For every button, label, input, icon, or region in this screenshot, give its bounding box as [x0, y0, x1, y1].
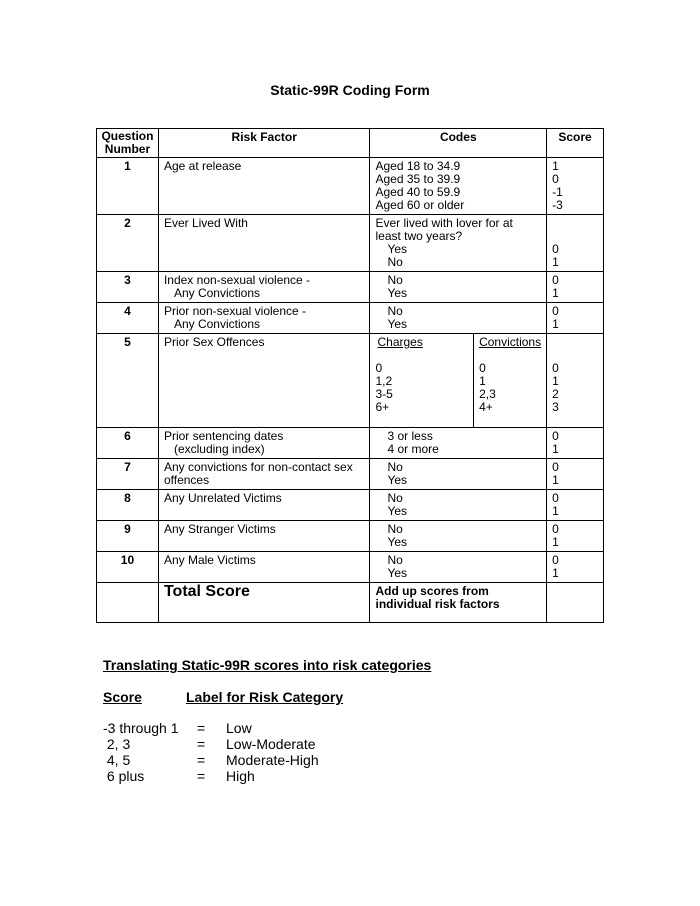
- codes: No Yes: [370, 303, 547, 334]
- codes: Ever lived with lover for at least two years? Yes No: [370, 215, 547, 272]
- list-item: 4, 5 = Moderate-High: [103, 752, 319, 768]
- total-row: [97, 583, 604, 623]
- total-score-note: Add up scores from individual risk factors: [370, 583, 547, 623]
- codes: [370, 334, 547, 428]
- codes: No Yes: [370, 552, 547, 583]
- charges-column: Charges 0 1,2 3-5 6+: [370, 334, 473, 427]
- score-column-header: Score: [103, 689, 142, 705]
- codes: Aged 18 to 34.9 Aged 35 to 39.9 Aged 40 to 59.9 Aged 60 or older: [370, 158, 547, 215]
- question-number: 9: [97, 521, 159, 552]
- table-row: [97, 552, 604, 583]
- list-item: -3 through 1 = Low: [103, 720, 252, 736]
- risk-factor: Any Male Victims: [158, 552, 370, 583]
- header-row: [97, 129, 604, 158]
- risk-factor: Any convictions for non-contact sex offences: [158, 459, 370, 490]
- coding-table: [96, 128, 604, 623]
- scores: 0 1: [547, 303, 604, 334]
- risk-factor: Age at release: [158, 158, 370, 215]
- scores: 0 1: [547, 428, 604, 459]
- scores: 0 1: [547, 215, 604, 272]
- total-score-label: Total Score: [158, 583, 370, 623]
- codes: No Yes: [370, 272, 547, 303]
- scores: 0 1: [547, 490, 604, 521]
- list-item: 6 plus = High: [103, 768, 255, 784]
- codes: No Yes: [370, 490, 547, 521]
- form-title: Static-99R Coding Form: [270, 82, 430, 98]
- risk-factor: Prior non-sexual violence - Any Convictions: [158, 303, 370, 334]
- question-number: 3: [97, 272, 159, 303]
- scores: 1 0 -1 -3: [547, 158, 604, 215]
- codes: 3 or less 4 or more: [370, 428, 547, 459]
- codes: No Yes: [370, 521, 547, 552]
- table-row: [97, 215, 604, 272]
- scores: 0 1: [547, 521, 604, 552]
- risk-category-list: [103, 720, 403, 784]
- label-column-header: Label for Risk Category: [186, 689, 344, 705]
- table-row: [97, 272, 604, 303]
- codes-header: Codes: [370, 129, 547, 158]
- scores: 0 1: [547, 552, 604, 583]
- total-empty-cell: [97, 583, 159, 623]
- question-number: 8: [97, 490, 159, 521]
- question-number-header: Question Number: [97, 129, 159, 158]
- scores: 0 1 2 3: [547, 334, 604, 428]
- risk-factor: Any Stranger Victims: [158, 521, 370, 552]
- table-row: [97, 158, 604, 215]
- risk-factor: Prior sentencing dates (excluding index): [158, 428, 370, 459]
- risk-factor: Any Unrelated Victims: [158, 490, 370, 521]
- question-number: 6: [97, 428, 159, 459]
- question-number: 10: [97, 552, 159, 583]
- question-number: 1: [97, 158, 159, 215]
- risk-factor-header: Risk Factor: [158, 129, 370, 158]
- risk-factor: Ever Lived With: [158, 215, 370, 272]
- scores: 0 1: [547, 272, 604, 303]
- table-row: [97, 459, 604, 490]
- table-row: [97, 490, 604, 521]
- convictions-column: Convictions 0 1 2,3 4+: [479, 335, 542, 414]
- translate-heading: Translating Static-99R scores into risk categories: [103, 657, 432, 673]
- risk-factor: Index non-sexual violence - Any Convictions: [158, 272, 370, 303]
- table-row: [97, 334, 604, 428]
- question-number: 7: [97, 459, 159, 490]
- table-row: [97, 303, 604, 334]
- codes: No Yes: [370, 459, 547, 490]
- table-row: [97, 428, 604, 459]
- offence-subtable: [370, 334, 546, 427]
- question-number: 4: [97, 303, 159, 334]
- total-score-value: [547, 583, 604, 623]
- list-item: 2, 3 = Low-Moderate: [103, 736, 316, 752]
- table-row: [97, 521, 604, 552]
- scores: 0 1: [547, 459, 604, 490]
- question-number: 2: [97, 215, 159, 272]
- score-header: Score: [547, 129, 604, 158]
- risk-factor: Prior Sex Offences: [158, 334, 370, 428]
- question-number: 5: [97, 334, 159, 428]
